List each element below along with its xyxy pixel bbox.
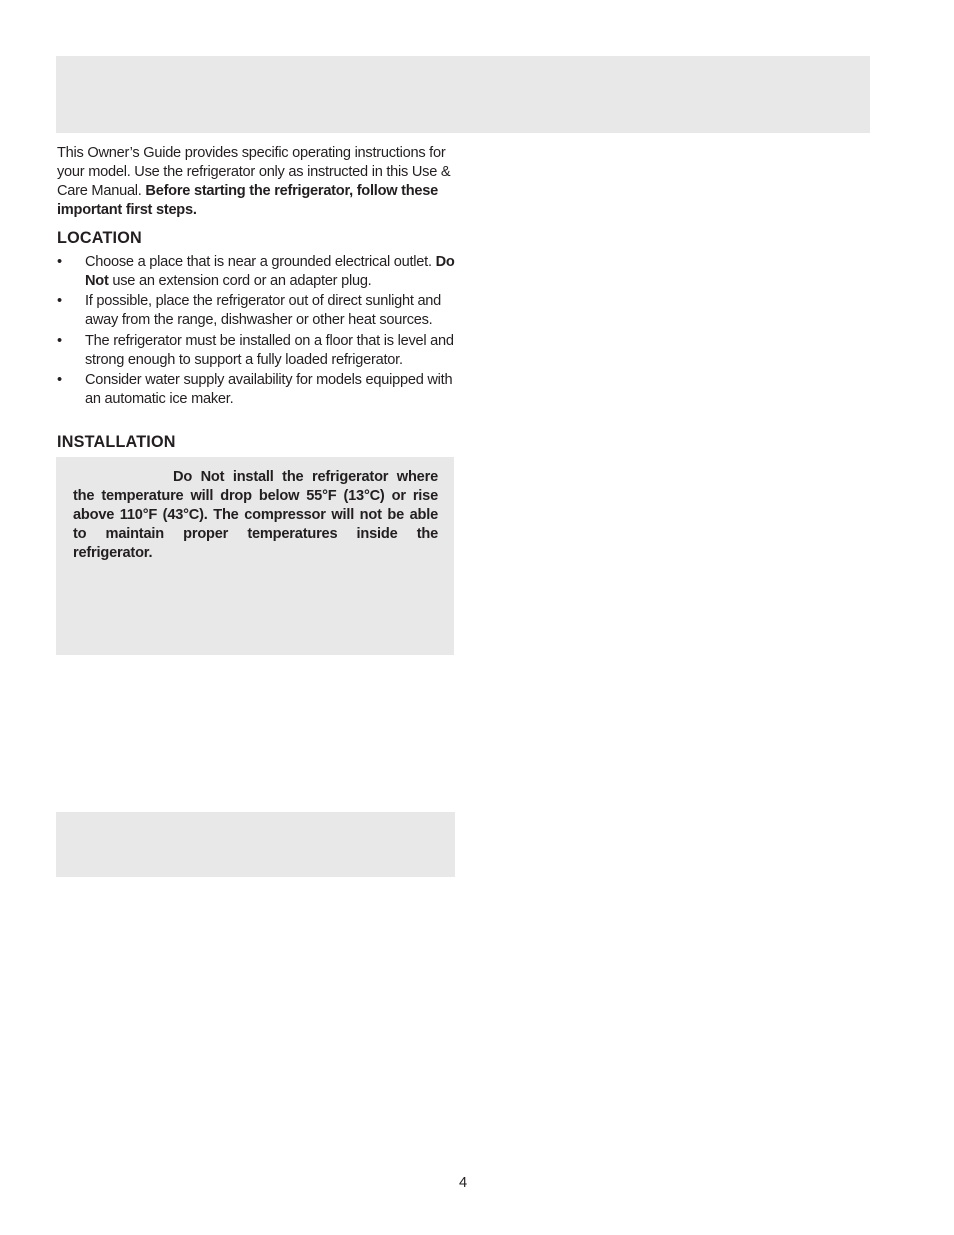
- location-item: [57, 292, 459, 330]
- intro-text: This Owner’s Guide provides specific operating instructions for your model. Use the refrigerator only as instructed in this Use & Care Manual.: [57, 145, 451, 199]
- page-number: 4: [459, 1175, 468, 1191]
- installation-heading: INSTALLATION: [57, 433, 176, 451]
- location-list: [57, 253, 459, 410]
- location-item: [57, 332, 459, 370]
- location-item-bold: Do Not: [85, 254, 455, 289]
- bullet: •: [57, 332, 62, 349]
- location-item: [57, 371, 459, 409]
- bullet: •: [57, 293, 62, 310]
- location-item-text: Consider water supply availability for models equipped with an automatic ice maker.: [85, 371, 453, 407]
- location-item-text: The refrigerator must be installed on a floor that is level and strong enough to support a fully loaded refrigerator.: [85, 332, 454, 368]
- location-item-text: Choose a place that is near a grounded electrical outlet.: [85, 254, 432, 270]
- intro-paragraph: [57, 144, 457, 220]
- location-item-text-continued: use an extension cord or an adapter plug.: [108, 272, 372, 289]
- location-item: [57, 253, 459, 291]
- bullet: •: [57, 254, 62, 270]
- bullet: •: [57, 371, 62, 388]
- location-heading: LOCATION: [57, 229, 142, 247]
- intro-bold-text: Before starting the refrigerator, follow these important first steps.: [57, 182, 439, 218]
- header-banner: [56, 56, 870, 133]
- installation-warning-text: Do Not install the refrigerator where the temperature will drop below 55°F (13°C) or rise above 110°F (43°C). The compressor will not be able to maintain proper temperatures inside the refrigerator.: [73, 469, 438, 561]
- footer-gray-panel: [56, 812, 455, 877]
- location-item-text: If possible, place the refrigerator out of direct sunlight and away from the range, dishwasher or other heat sources.: [85, 293, 442, 329]
